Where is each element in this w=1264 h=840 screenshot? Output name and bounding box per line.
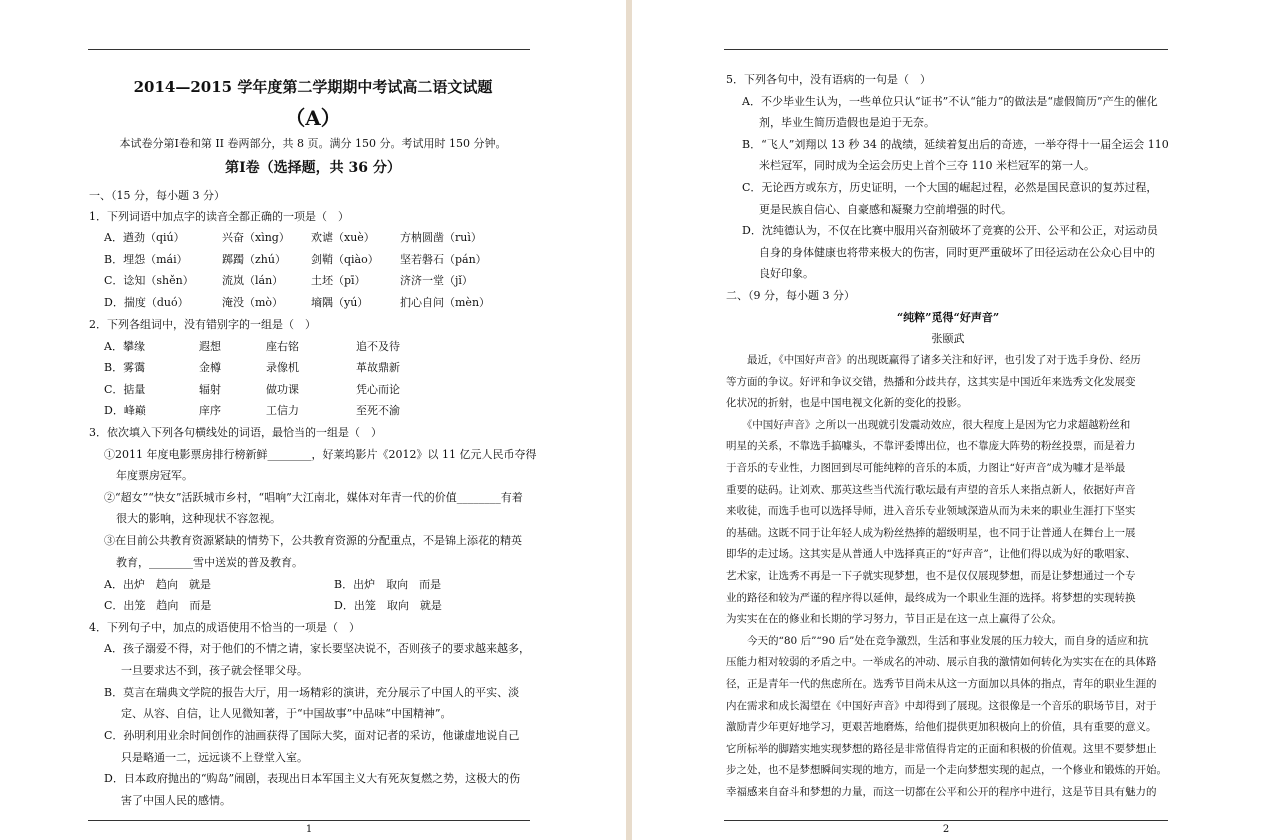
sentence-line: ①2011 年度电影票房排行榜新鲜________，好莱坞影片《2012》以 11 亿元人民币夺得 — [104, 448, 537, 461]
option-cell: 淹没（mò） — [222, 296, 284, 309]
option-cell: 欢谑（xuè） — [311, 231, 375, 244]
article-line: 幸福感来自奋斗和梦想的力量，而这一切都在公平和公开的程序中进行，这是节目具有魅力的 — [726, 786, 1157, 798]
option-cell: 至死不渝 — [356, 404, 400, 417]
option-cell: 流岚（lán） — [222, 274, 284, 287]
option-line: B．莫言在瑞典文学院的报告大厅，用一场精彩的演讲，充分展示了中国人的平实、淡 — [104, 686, 520, 699]
option-line: 米栏冠军，同时成为全运会历史上首个三夺 110 米栏冠军的第一人。 — [759, 159, 1095, 172]
option-line: 只是略通一二，远远谈不上登堂入室。 — [121, 751, 308, 764]
option-line: 定、从容、自信，让人见微知著，于“中国故事”中品味“中国精神”。 — [121, 707, 452, 720]
article-author: 张颐武 — [931, 332, 965, 345]
option-cell: D．峰巅 — [104, 404, 146, 417]
option-cell: 追不及待 — [356, 340, 400, 353]
option-cell: 土坯（pī） — [311, 274, 366, 287]
sentence-line: ②“超女”“快女”活跃城市乡村，“唱响”大江南北，媒体对年青一代的价值________有着 — [104, 491, 523, 504]
sentence-line: ③在目前公共教育资源紧缺的情势下，公共教育资源的分配重点，不是锦上添花的精英 — [104, 534, 522, 547]
article-title: “纯粹”觅得“好声音” — [896, 311, 1000, 324]
article-line: 它所标举的脚踏实地实现梦想的路径是非常值得肯定的正面和积极的价值观。这里不要梦想止 — [726, 742, 1157, 755]
article-line: 的基础。这既不同于让年轻人成为粉丝热捧的超级明星，也不同于让普通人在舞台上一展 — [726, 526, 1136, 539]
article-line: 化状况的折射，也是中国电视文化新的变化的投影。 — [726, 397, 968, 410]
option-line: 剂，毕业生简历造假也是迫于无奈。 — [759, 116, 935, 129]
option-line: 害了中国人民的感情。 — [121, 794, 231, 807]
question-stem: 5．下列各句中，没有语病的一句是（ ） — [726, 73, 931, 86]
option-cell: 墒隅（yú） — [311, 296, 369, 309]
page-number: 1 — [305, 824, 313, 835]
bottom-rule — [724, 820, 1168, 821]
option-line: 一旦要求达不到，孩子就会怪罪父母。 — [121, 664, 308, 677]
option-line: 更是民族自信心、自豪感和凝聚力空前增强的时代。 — [759, 203, 1012, 216]
top-rule — [724, 49, 1168, 50]
option-cell: 济济一堂（jǐ） — [400, 274, 473, 287]
article-line: 压能力相对较弱的矛盾之中。一举成名的冲动、展示自我的激情如何转化为实实在在的具体路 — [726, 656, 1157, 669]
option-cell: 工信力 — [266, 404, 299, 417]
option-cell: 踯躅（zhú） — [222, 253, 286, 266]
top-rule — [88, 49, 530, 50]
option-cell: 遐想 — [199, 340, 221, 353]
article-line: 为实实在在的修业和长期的学习努力，节目正是在这一点上赢得了公众。 — [726, 613, 1062, 626]
article-line: 步之处，也不是梦想瞬间实现的地方，而是一个走向梦想实现的起点，一个修业和锻炼的开始。 — [726, 764, 1167, 777]
option-cell: 辐射 — [199, 383, 221, 396]
option-cell: C．出笼 趋向 而是 — [104, 599, 212, 612]
option-cell: B．埋怨（mái） — [104, 253, 188, 266]
question-stem: 2．下列各组词中，没有错别字的一组是（ ） — [89, 318, 316, 331]
option-cell: B．出炉 取向 而是 — [334, 578, 442, 591]
option-cell: 扪心自问（mèn） — [400, 296, 491, 309]
article-line: 《中国好声音》之所以一出现就引发震动效应，很大程度上是因为它力求超越粉丝和 — [726, 418, 1131, 431]
option-cell: C．谂知（shěn） — [104, 274, 194, 287]
option-cell: 革故鼎新 — [356, 361, 400, 374]
option-line: 良好印象。 — [759, 267, 814, 280]
article-line: 径，正是青年一代的焦虑所在。选秀节目尚未从这一方面加以具体的指点，青年的职业生涯的 — [726, 678, 1157, 690]
article-line: 业的路径和较为严谨的程序得以延伸，最终成为一个职业生涯的选择。将梦想的实现转换 — [726, 591, 1136, 604]
option-line: B．“飞人”刘翔以 13 秒 34 的战绩，延续着复出后的奇迹，一举夺得十一届全运会 110 — [742, 138, 1169, 151]
part-header: 二、（9 分，每小题 3 分） — [726, 289, 855, 302]
option-line: A．孩子溺爱不得，对于他们的不情之请，家长要坚决说不，否则孩子的要求越来越多， — [104, 642, 530, 655]
question-stem: 4．下列句子中，加点的成语使用不恰当的一项是（ ） — [89, 621, 360, 634]
article-line: 于音乐的专业性，力图回到尽可能纯粹的音乐的本质，力图让“好声音”成为噱才是举最 — [726, 462, 1126, 474]
option-line: D．沈纯德认为，不仅在比赛中服用兴奋剂破坏了竞赛的公开、公平和公正，对运动员 — [742, 224, 1158, 237]
article-line: 即华的走过场。这其实是从普通人中选择真正的“好声音”，让他们得以成为好的歌唱家、 — [726, 548, 1136, 561]
sentence-line: 很大的影响，这种现状不容忽视。 — [116, 512, 281, 525]
option-cell: 兴奋（xìng） — [222, 231, 290, 244]
exam-page-1 — [0, 0, 626, 840]
article-line: 艺术家，让选秀不再是一下子就实现梦想，也不是仅仅展现梦想，而是让梦想通过一个专 — [726, 570, 1136, 582]
option-line: A．不少毕业生认为，一些单位只认“证书”不认“能力”的做法是“虚假简历”产生的催化 — [742, 95, 1158, 108]
article-line: 内在需求和成长渴望在《中国好声音》中却得到了展现。这很像是一个音乐的职场节目，对于 — [726, 699, 1157, 712]
option-cell: 凭心而论 — [356, 383, 400, 396]
sentence-line: 教育，________雪中送炭的普及教育。 — [116, 556, 303, 569]
part-header: 一、（15 分，每小题 3 分） — [89, 189, 225, 202]
option-cell: A．攀缘 — [104, 340, 145, 353]
option-cell: D．揣度（duó） — [104, 296, 189, 309]
article-line: 明星的关系，不靠选手搞噱头，不靠评委博出位，也不靠庞大阵势的粉丝投票，而是着力 — [726, 440, 1136, 453]
option-cell: 剑鞘（qiào） — [311, 253, 379, 266]
option-cell: 座右铭 — [266, 340, 299, 353]
exam-intro: 本试卷分第Ⅰ卷和第 II 卷两部分，共 8 页。满分 150 分。考试用时 150 分钟。 — [119, 137, 507, 150]
exam-title: 2014—2015 学年度第二学期期中考试高二语文试题 — [133, 78, 493, 96]
exam-page-2 — [632, 0, 1264, 840]
article-line: 今天的“80 后”“90 后”处在竞争激烈，生活和事业发展的压力较大，而自身的适应和抗 — [726, 634, 1149, 647]
option-cell: 做功课 — [266, 383, 299, 396]
bottom-rule — [88, 820, 530, 821]
article-line: 激励青少年更好地学习，更艰苦地磨炼，给他们提供更加积极向上的价值，具有重要的意义。 — [726, 721, 1157, 734]
option-cell: 方枘圆凿（ruì） — [400, 231, 482, 244]
option-line: C．无论西方或东方，历史证明，一个大国的崛起过程，必然是国民意识的复苏过程， — [742, 181, 1158, 194]
section-title: 第Ⅰ卷（选择题，共 36 分） — [225, 160, 401, 176]
article-line: 最近，《中国好声音》的出现既赢得了诸多关注和好评，也引发了对于选手身份、经历 — [726, 354, 1141, 366]
option-cell: 坚若磐石（pán） — [400, 253, 487, 266]
option-cell: A．出炉 趋向 就是 — [104, 578, 211, 591]
option-cell: 庠序 — [199, 404, 221, 417]
exam-version: （A） — [285, 106, 341, 130]
option-line: 自身的身体健康也将带来极大的伤害，同时更严重破坏了田径运动在公众心目中的 — [759, 246, 1155, 259]
article-line: 等方面的争议。好评和争议交错，热播和分歧共存，这其实是中国近年来选秀文化发展变 — [726, 375, 1136, 388]
option-cell: D．出笼 取向 就是 — [334, 599, 442, 612]
sentence-line: 年度票房冠军。 — [116, 469, 193, 482]
option-line: C．孙明利用业余时间创作的油画获得了国际大奖，面对记者的采访，他谦虚地说自己 — [104, 729, 520, 742]
option-cell: B．雾霭 — [104, 361, 146, 374]
option-cell: C．掂量 — [104, 383, 146, 396]
question-stem: 3．依次填入下列各句横线处的词语，最恰当的一组是（ ） — [89, 426, 382, 439]
option-cell: 金樽 — [199, 361, 221, 374]
option-cell: A．遒劲（qiú） — [104, 231, 185, 244]
option-cell: 录像机 — [266, 361, 299, 374]
question-stem: 1．下列词语中加点字的读音全都正确的一项是（ ） — [89, 210, 349, 223]
option-line: D．日本政府抛出的“购岛”闹剧，表现出日本军国主义大有死灰复燃之势，这极大的伤 — [104, 772, 521, 785]
page-number: 2 — [942, 824, 950, 835]
article-line: 来收徒，而选手也可以选择导师，进入音乐专业领域深造从而为未来的职业生涯打下坚实 — [726, 505, 1136, 518]
article-line: 重要的砝码。让刘欢、那英这些当代流行歌坛最有声望的音乐人来指点新人，依据好声音 — [726, 483, 1136, 496]
